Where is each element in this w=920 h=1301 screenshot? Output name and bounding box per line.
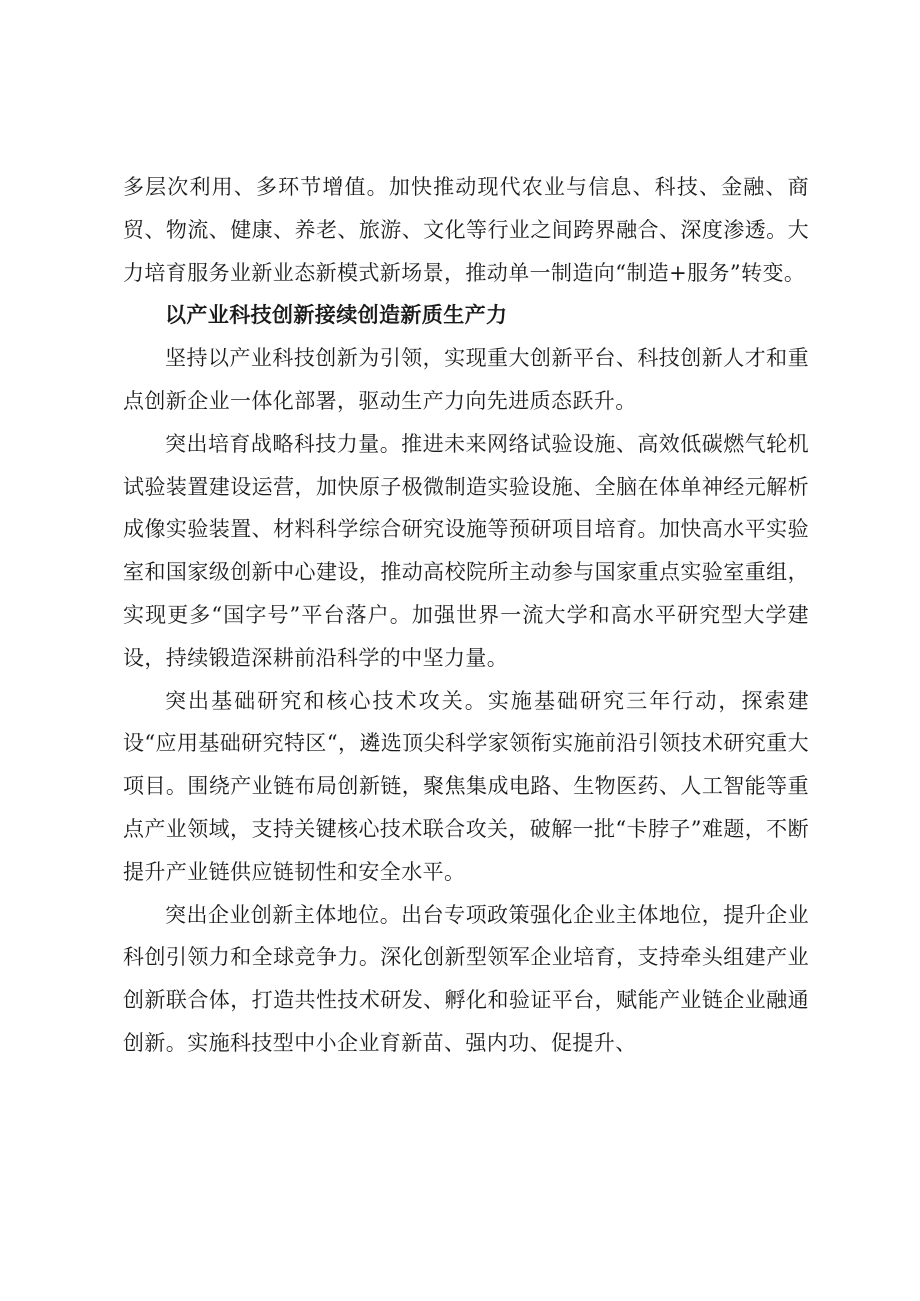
document-body <box>123 166 809 1065</box>
paragraph-enterprise-innovation: 突出企业创新主体地位。出台专项政策强化企业主体地位，提升企业科创引领力和全球竞争力。深化创新型领军企业培育，支持牵头组建产业创新联合体，打造共性技术研发、孵化和验证平台，赋能产业链企业融通创新。实施科技型中小企业育新苗、强内功、促提升、 <box>123 902 809 1055</box>
paragraph-intro: 坚持以产业科技创新为引领，实现重大创新平台、科技创新人才和重点创新企业一体化部署，驱动生产力向先进质态跃升。 <box>123 346 809 413</box>
paragraph-continuation: 多层次利用、多环节增值。加快推动现代农业与信息、科技、金融、商贸、物流、健康、养老、旅游、文化等行业之间跨界融合、深度渗透。大力培育服务业新业态新模式新场景，推动单一制造向“制造+服务”转变。 <box>123 175 809 285</box>
paragraph-strategic-tech: 突出培育战略科技力量。推进未来网络试验设施、高效低碳燃气轮机试验装置建设运营，加快原子极微制造实验设施、全脑在体单神经元解析成像实验装置、材料科学综合研究设施等预研项目培育。加快高水平实验室和国家级创新中心建设，推动高校院所主动参与国家重点实验室重组，实现更多“国字号”平台落户。加强世界一流大学和高水平研究型大学建设，持续锻造深耕前沿科学的中坚力量。 <box>123 431 809 670</box>
section-heading: 以产业科技创新接续创造新质生产力 <box>165 303 508 328</box>
paragraph-basic-research: 突出基础研究和核心技术攻关。实施基础研究三年行动，探索建设“应用基础研究特区“，遴选顶尖科学家领衔实施前沿引领技术研究重大项目。围绕产业链布局创新链，聚焦集成电路、生物医药、人工智能等重点产业领域，支持关键核心技术联合攻关，破解一批“卡脖子”难题，不断提升产业链供应链韧性和安全水平。 <box>123 688 809 884</box>
